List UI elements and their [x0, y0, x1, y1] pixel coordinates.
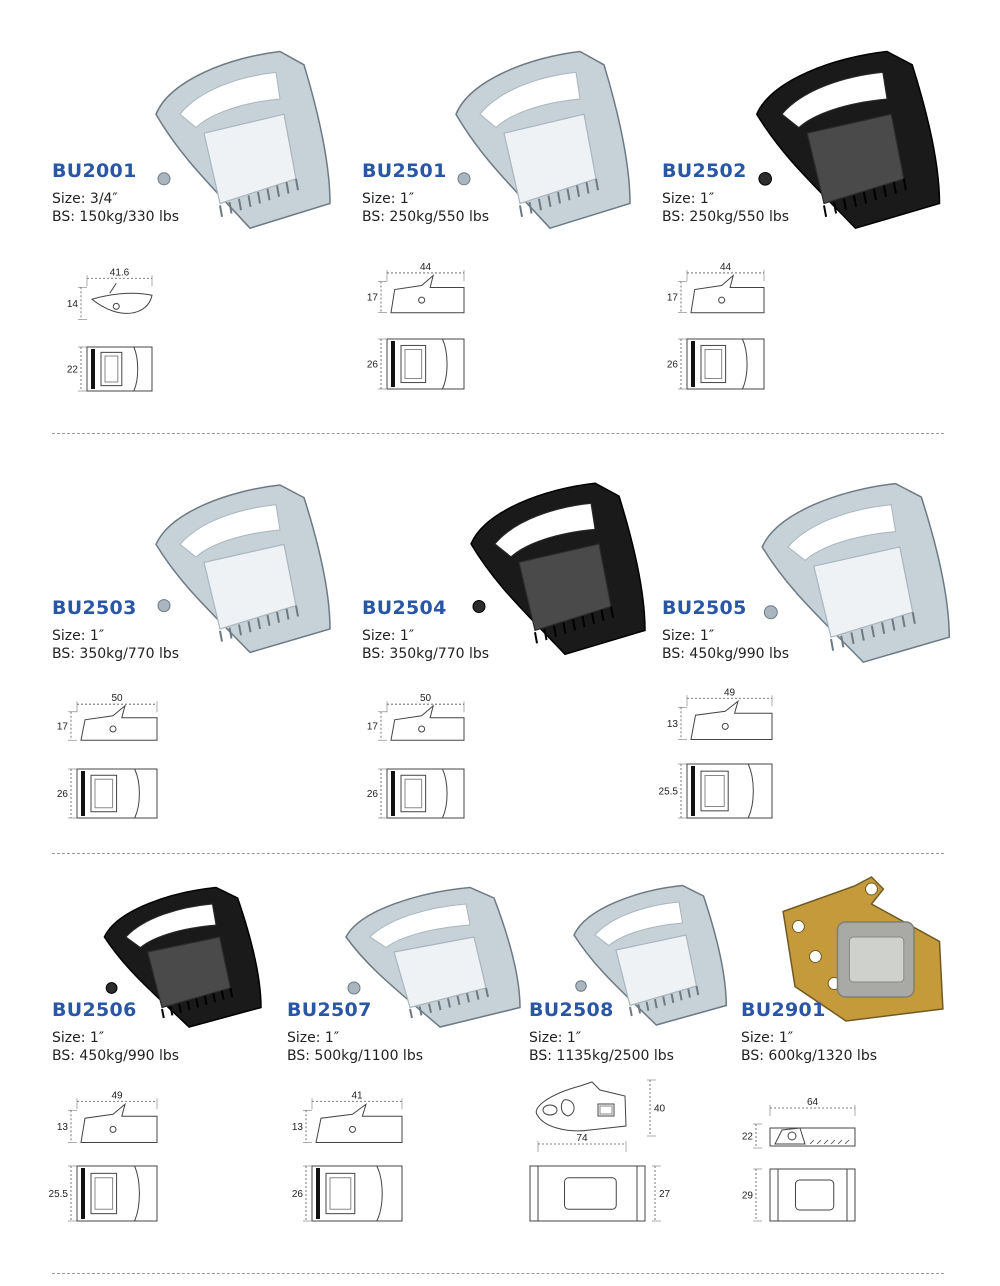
buckle-image: [156, 52, 330, 229]
dimension-label: 50: [419, 693, 432, 705]
product-code: BU2503: [52, 597, 137, 619]
dimension-label: 17: [56, 721, 68, 733]
product-specs: [287, 1030, 423, 1065]
size-text: Size: 1″: [662, 628, 715, 644]
breaking-strength-text: BS: 150kg/330 lbs: [52, 208, 180, 225]
dimension-label: 64: [806, 1097, 819, 1108]
dimension-label: 17: [366, 721, 378, 733]
size-text: Size: 1″: [529, 1030, 582, 1046]
breaking-strength-text: BS: 250kg/550 lbs: [362, 208, 490, 225]
product-specs: [529, 1030, 674, 1065]
section-divider: [52, 853, 944, 854]
dimension-label: 17: [366, 292, 378, 304]
size-text: Size: 1″: [362, 191, 415, 207]
dimension-label: 25.5: [658, 786, 678, 798]
dimension-label: 17: [666, 292, 678, 304]
breaking-strength-text: BS: 450kg/990 lbs: [52, 1047, 180, 1064]
buckle-image: [156, 485, 330, 652]
size-text: Size: 3/4″: [52, 191, 118, 207]
size-text: Size: 1″: [662, 191, 715, 207]
bu2506-top-drawing: [48, 1162, 165, 1225]
product-code: BU2501: [362, 160, 447, 182]
product-code: BU2506: [52, 999, 137, 1021]
size-text: Size: 1″: [362, 628, 415, 644]
bu2901-side-drawing: [740, 1098, 865, 1150]
product-specs: [52, 628, 179, 663]
bu2501-top-drawing: [365, 335, 472, 393]
dimension-label: 26: [366, 359, 378, 371]
section-divider: [52, 433, 944, 434]
buckle-image: [762, 484, 949, 663]
dimension-label: 44: [419, 261, 432, 273]
bu2508-side-drawing: [525, 1073, 665, 1150]
buckle-image: [471, 483, 645, 654]
bu2001-top-drawing: [65, 343, 160, 395]
dimension-label: 26: [666, 359, 678, 371]
dimension-label: 26: [291, 1189, 303, 1200]
dimension-label: 26: [366, 789, 378, 800]
bu2506-side-drawing: [55, 1090, 165, 1148]
breaking-strength-text: BS: 450kg/990 lbs: [662, 645, 790, 662]
dimension-label: 49: [111, 1090, 123, 1102]
product-code: BU2901: [741, 999, 826, 1021]
breaking-strength-text: BS: 350kg/770 lbs: [52, 645, 180, 662]
buckle-image: [346, 888, 520, 1028]
dimension-label: 40: [654, 1103, 666, 1115]
dimension-label: 44: [719, 261, 732, 273]
breaking-strength-text: BS: 250kg/550 lbs: [662, 208, 790, 225]
bu2507-top-drawing: [290, 1162, 410, 1225]
breaking-strength-text: BS: 500kg/1100 lbs: [287, 1047, 423, 1064]
size-text: Size: 1″: [52, 1030, 105, 1046]
product-code: BU2507: [287, 999, 372, 1021]
product-specs: [52, 191, 179, 226]
dimension-label: 13: [56, 1121, 68, 1133]
product-code: BU2508: [529, 999, 614, 1021]
bu2505-top-drawing: [658, 760, 780, 822]
product-specs: [662, 191, 789, 226]
product-code: BU2504: [362, 597, 447, 619]
breaking-strength-text: BS: 1135kg/2500 lbs: [529, 1047, 674, 1064]
dimension-label: 49: [723, 687, 736, 699]
dimension-label: 50: [111, 693, 123, 705]
bu2507-side-drawing: [290, 1090, 410, 1148]
bu2504-side-drawing: [365, 693, 472, 745]
bu2503-side-drawing: [55, 693, 165, 745]
dimension-label: 29: [741, 1190, 753, 1202]
dimension-label: 22: [66, 364, 78, 376]
dimension-label: 13: [666, 718, 678, 730]
bu2504-top-drawing: [365, 765, 472, 822]
breaking-strength-text: BS: 350kg/770 lbs: [362, 645, 490, 662]
breaking-strength-text: BS: 600kg/1320 lbs: [741, 1047, 877, 1064]
product-specs: [362, 191, 489, 226]
product-code: BU2502: [662, 160, 747, 182]
size-text: Size: 1″: [287, 1030, 340, 1046]
dimension-label: 27: [659, 1189, 671, 1200]
product-specs: [662, 628, 789, 663]
bu2508-top-drawing: [525, 1162, 671, 1225]
dimension-label: 41: [351, 1090, 363, 1102]
dimension-label: 26: [56, 789, 68, 800]
bu2502-side-drawing: [665, 261, 772, 318]
bu2901-top-drawing: [740, 1165, 865, 1225]
dimension-label: 74: [576, 1133, 588, 1144]
size-text: Size: 1″: [52, 628, 105, 644]
section-divider: [52, 1273, 944, 1274]
bu2505-side-drawing: [665, 687, 780, 745]
product-code: BU2001: [52, 160, 137, 182]
dimension-label: 14: [66, 298, 78, 310]
bu2502-top-drawing: [665, 335, 772, 393]
dimension-label: 25.5: [48, 1189, 68, 1200]
product-specs: [52, 1030, 179, 1065]
product-code: BU2505: [662, 597, 747, 619]
size-text: Size: 1″: [741, 1030, 794, 1046]
dimension-label: 22: [741, 1131, 753, 1143]
dimension-label: 13: [291, 1121, 303, 1133]
bu2501-side-drawing: [365, 261, 472, 318]
product-specs: [741, 1030, 877, 1065]
product-specs: [362, 628, 489, 663]
bu2001-side-drawing: [65, 267, 160, 325]
bu2503-top-drawing: [55, 765, 165, 822]
dimension-label: 41.6: [109, 267, 130, 279]
